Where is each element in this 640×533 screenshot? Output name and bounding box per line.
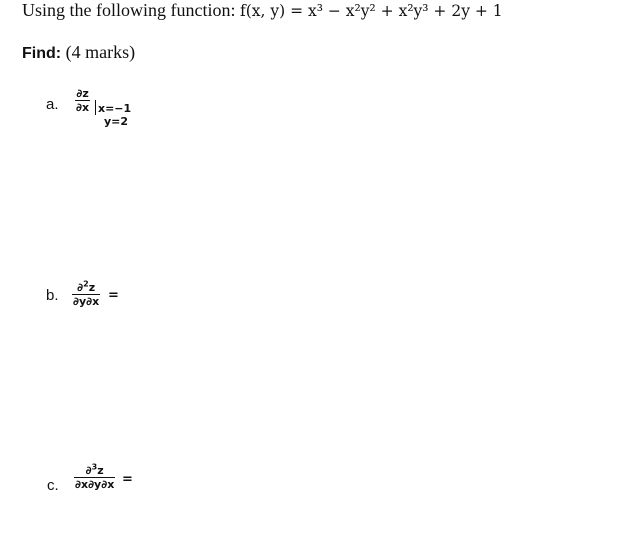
problem-statement: [22, 0, 503, 21]
find-heading: [22, 42, 135, 63]
find-label: Find:: [22, 45, 62, 62]
partial-fraction-a: [75, 87, 90, 114]
eval-x: x=−1: [98, 102, 132, 115]
question-c-label: c.: [47, 477, 59, 494]
partial-fraction-b: [72, 281, 100, 308]
denominator-c: ∂x∂y∂x: [75, 478, 115, 491]
marks-label: (4 marks): [65, 42, 136, 62]
equals-b: =: [108, 288, 119, 303]
question-b-expression: [72, 281, 100, 308]
numerator-c-base: ∂: [85, 464, 92, 477]
numerator-b-base: ∂: [77, 281, 84, 294]
partial-fraction-c: [74, 464, 115, 491]
numerator-c-exponent: 3: [91, 462, 98, 472]
denominator-b: ∂y∂x: [73, 295, 100, 308]
equals-c: =: [122, 472, 133, 487]
numerator-b-exponent: 2: [83, 279, 89, 289]
numerator-b-var: z: [88, 281, 96, 294]
evaluation-bar: [95, 100, 96, 115]
question-b-label: b.: [46, 287, 59, 304]
question-a-label: a.: [46, 96, 59, 113]
eval-y: y=2: [104, 115, 129, 128]
function-expression: f(x, y) = x³ − x²y² + x²y³ + 2y + 1: [239, 2, 503, 20]
question-a-expression: [75, 87, 90, 114]
title-prefix: Using the following function:: [22, 0, 240, 20]
denominator-a: ∂x: [76, 101, 90, 114]
question-c-expression: [74, 464, 115, 491]
numerator-c-var: z: [97, 464, 104, 477]
numerator-a: ∂z: [76, 87, 89, 100]
